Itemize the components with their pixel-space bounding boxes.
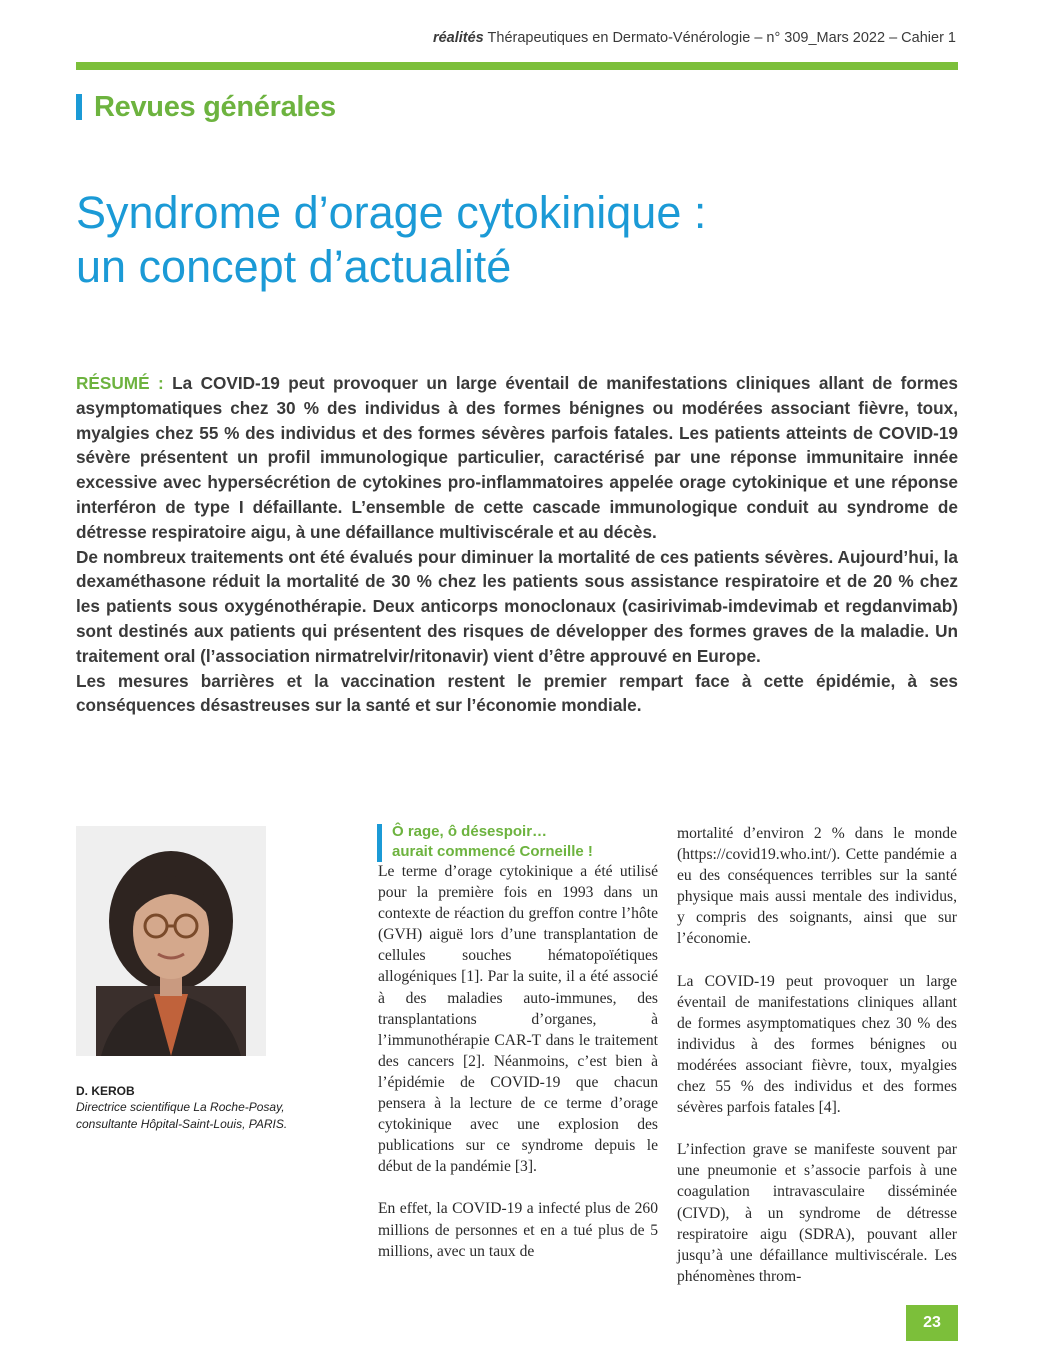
pull-quote-line-2: aurait commencé Corneille ! — [392, 843, 593, 860]
journal-issue: Thérapeutiques en Dermato-Vénérologie – n° 309_Mars 2022 – Cahier 1 — [483, 30, 956, 46]
pull-quote — [377, 822, 593, 862]
author-name: D. KEROB — [76, 1084, 135, 1098]
title-line-1: Syndrome d’orage cytokinique : — [76, 187, 707, 238]
summary-text-1: La COVID-19 peut provoquer un large éventail de manifestations cliniques allant de formes asymptomatiques chez 30 % des individus à des formes bénignes ou modérées associant fièvre, toux, myalgies chez 55 % des individus et des formes sévères parfois fatales. Les patients atteints de COVID-19 sévère présentent un profil immunologique particulier, caractérisé par une réponse immunitaire innée excessive avec hypersécrétion de cytokines pro-inflammatoires appelée orage cytokinique et une réponse interféron de type I défaillante. L’ensemble de cette cascade immunologique conduit au syndrome de détresse respiratoire aigu, à une défaillance multiviscérale et au décès. — [76, 373, 958, 542]
summary-paragraph-3: Les mesures barrières et la vaccination restent le premier rempart face à cette épidémie, à ses conséquences désastreuses sur la santé et sur l’économie mondiale. — [76, 670, 958, 716]
summary-paragraph-1 — [76, 371, 958, 545]
affiliation-line-1: Directrice scientifique La Roche-Posay, — [76, 1100, 285, 1114]
body-paragraph: Le terme d’orage cytokinique a été utilisé pour la première fois en 1993 dans un contexte de réaction du greffon contre l’hôte (GVH) aiguë lors d’une transplantation de cellules souches hématopoïétiques allogéniques [1]. Par la suite, il a été associé à des maladies auto-immunes, des transplantations d’organes, à l’immunothérapie CAR-T dans le traitement des cancers [2]. Néanmoins, c’est bien à l’épidémie de COVID-19 que chacun pensera à la lecture de ce terme d’orage cytokinique avec une explosion des publications sur ce syndrome depuis le début de la pandémie [3]. — [378, 863, 658, 1176]
body-paragraph: En effet, la COVID-19 a infecté plus de 260 millions de personnes et en a tué plus de 5 millions, avec un taux de — [378, 1200, 658, 1260]
affiliation-line-2: consultante Hôpital-Saint-Louis, PARIS. — [76, 1117, 288, 1131]
article-title — [76, 186, 956, 294]
page-number: 23 — [906, 1305, 958, 1341]
summary-label: RÉSUMÉ : — [76, 373, 164, 393]
pull-quote-bar — [377, 824, 382, 862]
body-paragraph: mortalité d’environ 2 % dans le monde (https://covid19.who.int/). Cette pandémie a eu des conséquences terribles sur la santé physique mais aussi mentale des individus, y compris des soignants, ainsi que sur l’économie. — [677, 825, 957, 948]
author-photo — [76, 826, 266, 1056]
summary-paragraph-2: De nombreux traitements ont été évalués pour diminuer la mortalité de ces patients sévères. Aujourd’hui, la dexaméthasone réduit la mortalité de 30 % chez les patients sous assistance respiratoire et de 20 % chez les patients sous oxygénothérapie. Deux anticorps monoclonaux (casirivimab-imdevimab et regdanvimab) sont destinés aux patients qui présentent des risques de développer des formes graves de la maladie. Un traitement oral (l’association nirmatrelvir/ritonavir) vient d’être approuvé en Europe. — [76, 546, 958, 666]
pull-quote-text — [392, 822, 593, 862]
summary-block — [76, 371, 958, 718]
body-column-2 — [677, 823, 957, 1308]
body-paragraph: La COVID-19 peut provoquer un large éventail de manifestations cliniques allant de formes asymptomatiques chez 30 % des individus à des formes bénignes ou modérées associant fièvre, toux, myalgies chez 55 % des individus et des formes sévères parfois fatales [4]. — [677, 972, 957, 1117]
header-rule — [76, 62, 958, 70]
pull-quote-line-1: Ô rage, ô désespoir… — [392, 823, 548, 840]
rubric-label: Revues générales — [94, 90, 336, 123]
title-line-2: un concept d’actualité — [76, 241, 512, 292]
running-head — [433, 30, 956, 46]
body-column-1 — [378, 861, 658, 1283]
rubric-bar — [76, 94, 82, 120]
author-affiliation — [76, 1099, 316, 1133]
body-paragraph: L’infection grave se manifeste souvent par une pneumonie et s’associe parfois à une coagulation intravasculaire disséminée (CIVD), à un syndrome de détresse respiratoire aigu (SDRA), pouvant aller jusqu’à une défaillance multiviscérale. Les phénomènes throm- — [677, 1141, 957, 1285]
journal-name: réalités — [432, 30, 484, 46]
section-rubric — [76, 92, 336, 122]
